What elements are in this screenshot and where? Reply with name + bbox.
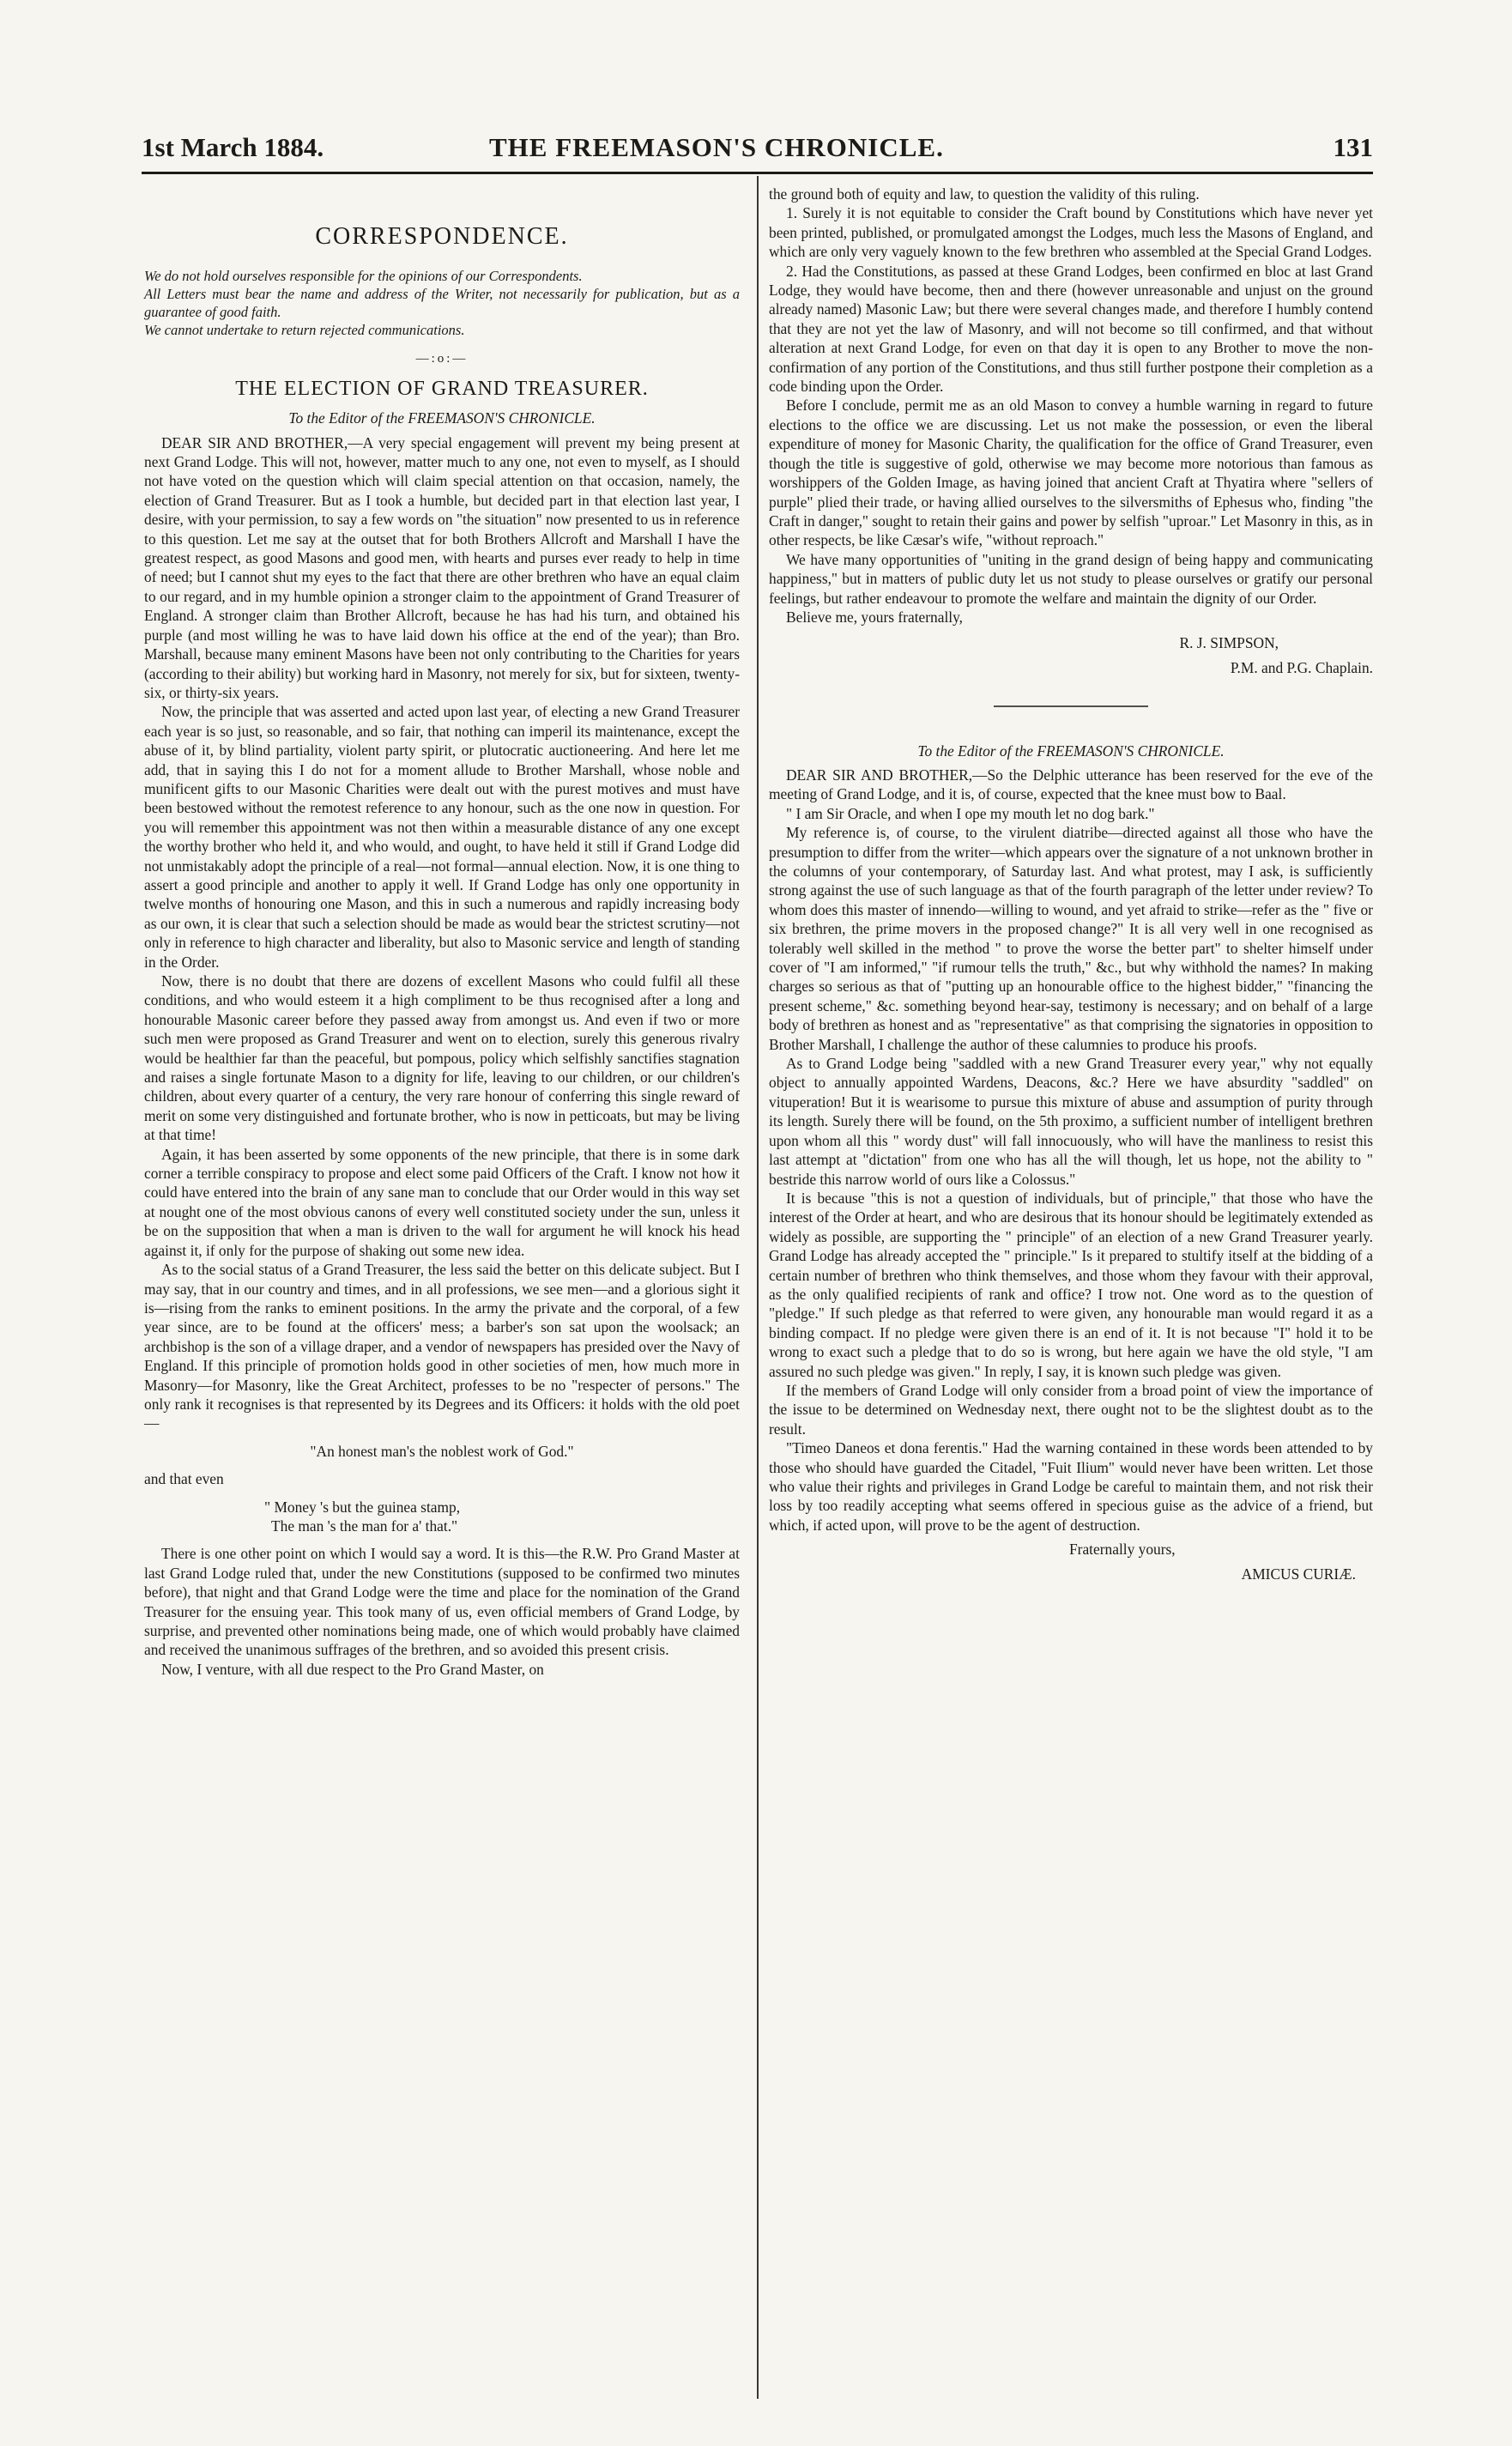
- paragraph-fragment: and that even: [144, 1470, 224, 1488]
- paragraph: 1. Surely it is not equitable to consider the Craft bound by Constitutions which have never yet been printed, published, or promulgated amongst the Lodges, much less the Masons of England, and which are only very vaguely known to the few brethren who assembled at the Special Grand Lodges.: [769, 204, 1373, 261]
- signature-title: P.M. and P.G. Chaplain.: [1230, 658, 1373, 676]
- notice-rejected: We cannot undertake to return rejected communications.: [144, 322, 465, 339]
- letter-separator: [769, 694, 1373, 713]
- header-rule: [142, 172, 1373, 174]
- paragraph: There is one other point on which I would say a word. It is this—the R.W. Pro Grand Master at last Grand Lodge ruled that, under the new Constitutions (supposed to be confirmed two minutes before), that night and that Grand Lodge were the time and place for the nomination of the Grand Treasurer for the ensuing year. This took many of us, even official members of Grand Lodge, by surprise, and prevented other nominations being made, one of which would probably have claimed and received the unanimous suffrages of the brethren, and so avoided this present crisis.: [144, 1545, 740, 1659]
- paragraph: the ground both of equity and law, to question the validity of this ruling.: [769, 185, 1200, 203]
- masthead: [142, 129, 1373, 172]
- paragraph: It is because "this is not a question of individuals, but of principle," that those who have the interest of the Order at heart, and who are desirous that its honour should be legitimately extended as widely as possible, are supporting the " principle" of an election of a new Grand Treasurer yearly. Grand Lodge has already accepted the " principle." Is it prepared to stultify itself at the bidding of a certain number of brethren who think themselves, and those whom they favour with their approval, as the only qualified recipients of rank and office? I trow not. One word as to the question of "pledge." If such pledge as that referred to were given, any honourable man would regard it as a binding compact. If no pledge were given there is an end of it. It is not because "I" hold it to be wrong to exact such a pledge that to do so is wrong, but here again we have the old style, "I am assured no such pledge was given." In reply, I say, it is known such pledge was given.: [769, 1189, 1373, 1380]
- left-column: [144, 185, 740, 1679]
- page-number: 131: [1333, 132, 1373, 162]
- paragraph: DEAR SIR AND BROTHER,—A very special engagement will prevent my being present at next Grand Lodge. This will not, however, matter much to any one, not even to myself, as I should not have voted on the question which will claim special attention on that occasion, namely, the election of Grand Treasurer. But as I took a humble, but decided part in that election last year, I desire, with your permission, to say a few words on "the situation" now presented to us in reference to this question. Let me say at the outset that for both Brothers Allcroft and Marshall I have the greatest respect, as good Masons and good men, with hearts and purses ever ready to help in time of need; but I cannot shut my eyes to the fact that there are other brethren who have an equal claim to our regard, and in my humble opinion a stronger claim to the appointment of Grand Treasurer of England. A stronger claim than Brother Allcroft, because he has had his turn, and obtained his purple (and most willing he was to have laid down his office at the end of the year); than Bro. Marshall, because many eminent Masons have been not only contributing to the Charities for years (according to their ability) but working hard in Masonry, not merely for six, but for sixteen, twenty-six, or thirty-six years.: [144, 433, 740, 701]
- signature-name: R. J. SIMPSON,: [1179, 634, 1279, 652]
- paragraph: Now, I venture, with all due respect to the Pro Grand Master, on: [161, 1660, 544, 1678]
- publication-title: THE FREEMASON'S CHRONICLE.: [489, 132, 944, 162]
- paragraph: " I am Sir Oracle, and when I ope my mouth let no dog bark.": [786, 804, 1155, 822]
- letter-closing: Believe me, yours fraternally,: [786, 608, 964, 626]
- letter-salutation: To the Editor of the FREEMASON'S CHRONICLE.: [917, 742, 1225, 760]
- signature-name: AMICUS CURIÆ.: [1241, 1565, 1356, 1583]
- ornament-divider: —:o:—: [415, 352, 469, 366]
- paragraph: "Timeo Daneos et dona ferentis." Had the warning contained in these words been attended to by those who should have guarded the Citadel, "Fuit Ilium" would never have been written. Let those who value their rights and privileges in Grand Lodge be careful to maintain them, and not risk their loss by too readily accepting what seems offered in specious guise as the advice of a friend, but which, if acted upon, will prove to be the agent of destruction.: [769, 1439, 1373, 1534]
- editorial-notices: [144, 267, 740, 339]
- article-title: THE ELECTION OF GRAND TREASURER.: [235, 377, 649, 400]
- letter-salutation: To the Editor of the FREEMASON'S CHRONICLE.: [288, 409, 596, 427]
- paragraph: Before I conclude, permit me as an old Mason to convey a humble warning in regard to future elections to the office we are discussing. Let us not make the possession, or even the liberal expenditure of money for Masonic Charity, the qualification for the office of Grand Treasurer, even though the title is suggestive of gold, otherwise we may become more notorious than famous as worshippers of the Golden Image, as having joined that ancient Craft at Thyatira where "sellers of purple" plied their trade, or having allied ourselves to the silversmiths of Ephesus who, finding "the Craft in danger," sought to retain their gains and power by selfish "uproar." Let Masonry in this, as in other respects, be like Cæsar's wife, "without reproach.": [769, 397, 1374, 549]
- column-rule: [757, 176, 759, 2399]
- poem-quote-line: " Money 's but the guinea stamp,: [264, 1498, 461, 1516]
- paragraph: As to Grand Lodge being "saddled with a new Grand Treasurer every year," why not equally object to annually appointed Wardens, Deacons, &c.? Here we have absurdity "saddled" on vituperation! But it is wearisome to pursue this mixture of abuse and assumption of purity through its length. Surely there will be found, on the 5th proximo, a sufficient number of intelligent brethren upon whom all this " wordy dust" will fall innocuously, who will have the manliness to resist this last attempt at "dictation" from one who has all the will though, let us hope, not the ability to " bestride this narrow world of ours like a Colossus.": [769, 1055, 1373, 1188]
- poem-quote: "An honest man's the noblest work of God.": [310, 1442, 574, 1460]
- paragraph: We have many opportunities of "uniting in the grand design of being happy and communicating happiness," but in matters of public duty let us not study to please ourselves or gratify our personal feelings, but rather endeavour to promote the welfare and maintain the dignity of our Order.: [769, 550, 1373, 607]
- paragraph: Now, the principle that was asserted and acted upon last year, of electing a new Grand Treasurer each year is so just, so reasonable, and so fair, that nothing can imperil its maintenance, except the abuse of it, by blind partiality, violent party spirit, or plutocratic auctioneering. And here let me add, that in saying this I do not for a moment allude to Brother Marshall, whose noble and munificent gifts to our Masonic Charities were dealt out with the purest motives and must have been bestowed without the remotest reference to any honour, such as the one now in question. For you will remember this appointment was not then within a measurable distance of any one except the worthy brother who held it, and who would, and ought, to have held it still if Grand Lodge did not unmistakably adopt the principle of a real—not formal—annual election. Now, it is one thing to assert a good principle and another to apply it well. If Grand Lodge has only one opportunity in twelve months of honouring one Mason, and this in such a numerous and rapidly increasing body as our own, it is clear that such a selection should be made as would bear the strictest scrutiny—not only in reference to high character and liberality, but also to Masonic service and length of standing in the Order.: [144, 703, 740, 971]
- paragraph: Now, there is no doubt that there are dozens of excellent Masons who could fulfil all these conditions, and who would esteem it a high compliment to be thus recognised after a long and honourable Masonic career before they passed away from amongst us. And even if two or more such men were proposed as Grand Treasurer and went on to election, surely this generous rivalry would be healthier far than the peaceful, but pompous, policy which selfishly sanctifies stagnation and raises a single fortunate Mason to a dignity for life, leaving to our children, or our children's children, about every quarter of a century, the very rare honour of conferring this single reward of merit on some very distinguished and fortunate brother, who is now in petticoats, but may be living at that time!: [144, 972, 740, 1144]
- notice-responsibility: We do not hold ourselves responsible for the opinions of our Correspondents.: [144, 268, 583, 285]
- paragraph: As to the social status of a Grand Treasurer, the less said the better on this delicate subject. But I may say, that in our country and times, and in all professions, we see men—and a glorious sight it is—rising from the ranks to eminent positions. In the army the private and the corporal, of a few year since, are to be found at the officers' mess; a barber's son sat upon the woolsack; an archbishop is the son of a village draper, and a vendor of newspapers has presided over the Navy of England. If this principle of promotion holds good in other societies of men, how much more in Masonry—for Masonry, like the Great Architect, professes to be no "respecter of persons." The only rank it recognises is that represented by its Degrees and its Officers: it holds with the old poet—: [144, 1261, 740, 1432]
- poem-quote-line: The man 's the man for a' that.": [271, 1517, 458, 1535]
- notice-letters: All Letters must bear the name and address of the Writer, not necessarily for publication, but as a guarantee of good faith.: [144, 286, 740, 321]
- paragraph: 2. Had the Constitutions, as passed at these Grand Lodges, been confirmed en bloc at last Grand Lodge, they would have become, then and there (however unreasonable and unjust on the ground already named) Masonic Law; but there were several changes made, and therefore I humbly contend that they are not yet the law of Masonry, and will not become so till confirmed, and that without alteration at next Grand Lodge, for even on that day it is open to any Brother to move the non-confirmation of any portion of the Constitutions, and thus still further postpone their completion as a code binding upon the Order.: [769, 262, 1373, 396]
- issue-date: 1st March 1884.: [142, 132, 324, 162]
- letter-closing: Fraternally yours,: [1069, 1541, 1176, 1559]
- section-heading: CORRESPONDENCE.: [315, 223, 569, 250]
- paragraph: If the members of Grand Lodge will only consider from a broad point of view the importance of the issue to be determined on Wednesday next, there ought not to be the slightest doubt as to the result.: [769, 1381, 1373, 1438]
- paragraph: My reference is, of course, to the virulent diatribe—directed against all those who have the presumption to differ from the writer—which appears over the signature of a not unknown brother in the columns of your contemporary, of Saturday last. And what protest, may I ask, is sufficiently strong against the use of such language as that of the fourth paragraph of the letter under review? To whom does this master of innendo—willing to wound, and yet afraid to strike—refer as the " five or six brethren, the prime movers in the proposed change?" It is all very well in one recognised as tolerably well skilled in the method " to prove the worse the better part" to shelter himself under cover of "I am informed," "if rumour tells the truth," &c., but why withhold the names? In making charges so serious as that of "putting up an honourable office to the highest bidder," "financing the present scheme," &c. something beyond hear-say, testimony is necessary; and on behalf of a large body of brethren as honest and as "representative" as that comprising the signatories in opposition to Brother Marshall, I challenge the author of these calumnies to produce his proofs.: [769, 824, 1373, 1053]
- separator-rule: [994, 704, 1148, 709]
- right-column: [769, 185, 1373, 1583]
- paragraph: DEAR SIR AND BROTHER,—So the Delphic utterance has been reserved for the eve of the meeting of Grand Lodge, and it is, of course, expected that the knee must bow to Baal.: [769, 766, 1373, 803]
- paragraph: Again, it has been asserted by some opponents of the new principle, that there is in some dark corner a terrible conspiracy to propose and elect some paid Officers of the Craft. I know not how it could have entered into the brain of any sane man to conclude that our Order would in this way set at nought one of the most obvious canons of every well constituted society under the sun, unless it be on the supposition that when a man is driven to the wall for argument he will knock his head against it, if only for the purpose of shaking out some new idea.: [144, 1145, 740, 1259]
